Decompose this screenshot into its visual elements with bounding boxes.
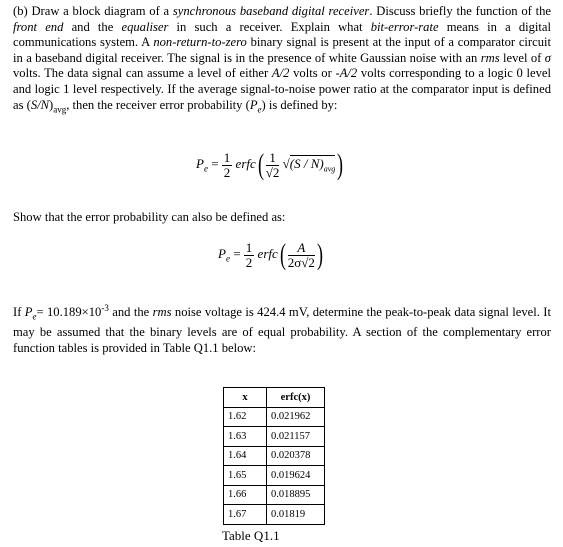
eq1-equals: =	[211, 155, 219, 171]
eq2-half-fraction: $\frac{1}{2}$	[245, 239, 253, 270]
table-cell-erfc: 0.019624	[267, 466, 325, 486]
paragraph-text-run: noise voltage is 424.4 mV, determine the peak-to-peak data signal level. It may be assumed that the binary levels are of equal probability. A section of the complementary error function tables is provided in Table Q1.1 below:	[13, 305, 551, 355]
question-paragraph-intro	[13, 4, 551, 118]
paragraph-text-run: ) is defined by:	[261, 97, 338, 112]
table-cell-x: 1.65	[224, 466, 267, 486]
table-row	[224, 466, 325, 486]
question-paragraph-given	[13, 301, 551, 356]
paragraph-text-run: P	[24, 305, 33, 320]
paragraph-text-run: rms	[480, 50, 500, 65]
paragraph-text-run: volts corresponding to a logic 0 level and logic 1 level respectively. If the average signal-to-noise power ratio at the comparator input is defined as (	[13, 66, 552, 112]
paragraph-text-run: and the	[63, 19, 122, 34]
paragraph-text-run: . Discuss briefly the function of the	[369, 4, 551, 18]
error-probability-equation-1: $P_e$ = $\frac{1}{2}$ erfc( $\frac{1}{√2}$ $√(S / N)_{avg}$)	[196, 148, 344, 181]
paragraph-text-run: rms	[152, 305, 172, 320]
table-row	[224, 505, 325, 525]
table-cell-erfc: 0.021157	[267, 427, 325, 447]
table-row	[224, 485, 325, 505]
eq1-lhs: $P_e$	[196, 155, 208, 174]
paragraph-text-run: -3	[101, 303, 109, 313]
paragraph-text-run: means in a digital communications system. A	[13, 19, 552, 50]
paragraph-text-run: e	[32, 311, 37, 322]
paragraph-text-run: non-return-to-zero	[153, 35, 247, 50]
table-caption: Table Q1.1	[222, 528, 280, 543]
paragraph-text-run: S/N	[30, 97, 50, 112]
paragraph-text-run: = 10.189×10	[36, 305, 102, 320]
question-paragraph-show: Show that the error probability can also be defined as:	[13, 210, 286, 224]
table-cell-erfc: 0.01819	[267, 505, 325, 525]
table-cell-erfc: 0.021962	[267, 407, 325, 427]
paragraph-text-run: and the	[108, 305, 153, 320]
table-cell-erfc: 0.020378	[267, 446, 325, 466]
eq2-equals: =	[233, 245, 241, 261]
paragraph-text-run: volts. The data signal can assume a level of either	[13, 66, 272, 81]
table-cell-x: 1.67	[224, 505, 267, 525]
table-cell-x: 1.66	[224, 485, 267, 505]
erfc-table-header-erfc: erfc(x)	[267, 388, 325, 408]
eq2-lhs: $P_e$	[218, 245, 230, 264]
paragraph-text-run: )	[49, 97, 54, 112]
paragraph-text-run: e	[257, 104, 262, 115]
paragraph-text-run: , then the receiver error probability (	[66, 97, 250, 112]
table-cell-x: 1.63	[224, 427, 267, 447]
erfc-table-header-row	[224, 388, 325, 408]
paragraph-text-run: volts or -	[289, 66, 340, 81]
paragraph-text-run: equaliser	[121, 19, 169, 34]
paragraph-text-run: σ	[544, 50, 551, 65]
error-probability-equation-2: $P_e$ = $\frac{1}{2}$ erfc( $\frac{A}{2\sigma√2}$ )	[218, 238, 323, 271]
table-row	[224, 446, 325, 466]
paragraph-text-run: avg	[53, 104, 67, 115]
eq2-inner-fraction: $\frac{A}{2\sigma√2}$	[287, 239, 315, 270]
paragraph-text-run: A/2	[271, 66, 290, 81]
paragraph-text-run: level of	[499, 50, 545, 65]
table-cell-x: 1.64	[224, 446, 267, 466]
eq1-erfc: erfc	[235, 155, 256, 171]
paragraph-text-run: P	[249, 97, 258, 112]
paragraph-text-run: in such a receiver. Explain what	[168, 19, 371, 34]
paragraph-text-run: A/2	[339, 66, 358, 81]
eq2-erfc: erfc	[257, 245, 278, 261]
paragraph-text-run: (b) Draw a block diagram of a	[13, 4, 173, 18]
eq1-inner-fraction: $\frac{1}{√2}$	[265, 149, 280, 180]
erfc-table-header-x: x	[224, 388, 267, 408]
table-cell-erfc: 0.018895	[267, 485, 325, 505]
table-row	[224, 407, 325, 427]
eq1-half-fraction: $\frac{1}{2}$	[223, 149, 231, 180]
paragraph-text-run: synchronous baseband digital receiver	[172, 4, 370, 18]
eq1-sqrt-term: $√(S / N)_{avg}$	[282, 156, 336, 174]
paragraph-text-run: bit-error-rate	[370, 19, 439, 34]
table-row	[224, 427, 325, 447]
paragraph-text-run: binary signal is present at the input of a comparator circuit in a baseband digital receiver. The signal is in the presence of white Gaussian noise with an	[13, 35, 551, 65]
erfc-table	[223, 387, 325, 525]
table-cell-x: 1.62	[224, 407, 267, 427]
paragraph-text-run: front end	[13, 19, 64, 34]
paragraph-text-run: If	[13, 305, 25, 320]
